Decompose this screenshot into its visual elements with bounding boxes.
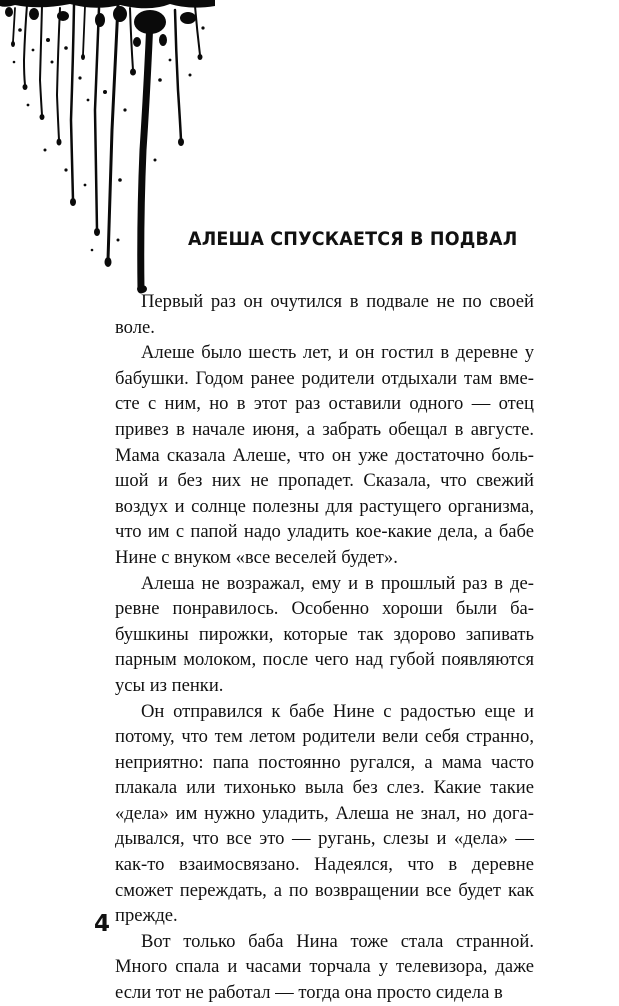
chapter-title: АЛЕША СПУСКАЕТСЯ В ПОДВАЛ	[188, 228, 518, 250]
body-text	[115, 289, 534, 1006]
paragraph: Алеша не возражал, ему и в прошлый раз в деревне понравилось. Особенно хороши были бабушкины пирожки, которые так здорово запивать парным молоком, после чего над губой появляются усы из пенки.	[115, 572, 534, 696]
paragraph: Вот только баба Нина тоже стала странной. Много спала и часами торчала у телевизора, даже если тот не работал — тогда она просто сидела в	[115, 930, 534, 1004]
paragraph: Алеше было шесть лет, и он гостил в деревне у бабушки. Годом ранее родители отдыхали там вместе с ним, но в этот раз оставили одного — отец привез в начале июня, а забрать обещал в августе. Мама сказала Алеше, что он уже достаточно большой и без них не пропадет. Сказала, что свежий воздух и солнце полезны для растущего организма, что им с папой надо уладить кое-какие дела, а бабе Нине с внуком «все веселей будет».	[115, 342, 534, 568]
page-number: 4	[94, 911, 111, 937]
ink-splatter-decoration	[0, 0, 215, 295]
paragraph: Он отправился к бабе Нине с радостью еще и потому, что тем летом родители вели себя странно, неприятно: папа постоянно ругался, а мама часто плакала или тихонько выла без слез. Какие такие «дела» им нужно уладить, Алеша не знал, но догадывался, что все это — ругань, слезы и «дела» — как-то взаимосвязано. Надеялся, что в деревне сможет переждать, а по возвращении все будет как прежде.	[115, 700, 534, 927]
paragraph: Первый раз он очутился в подвале не по своей воле.	[115, 291, 534, 338]
